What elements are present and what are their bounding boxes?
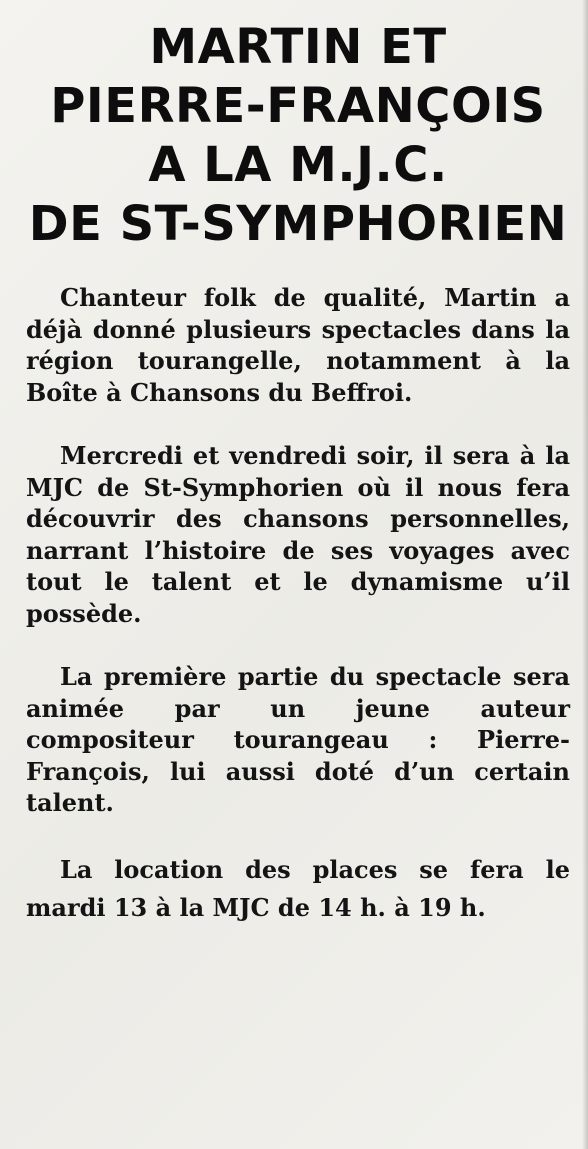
headline-line-4: DE ST-SYMPHORIEN [28, 196, 568, 252]
paragraph-first-part: La première partie du spectacle sera animée par un jeune auteur compositeur tourangeau : Pierre-François, lui aussi doté d’un certain talent. [26, 662, 570, 817]
headline-line-2: PIERRE-FRANÇOIS [50, 78, 546, 134]
headline [26, 18, 570, 254]
headline-line-1: MARTIN ET [149, 19, 447, 75]
paragraph-intro: Chanteur folk de qualité, Martin a déjà donné plusieurs spectacles dans la région tourangelle, notamment à la Boîte à Chansons du Beffroi. [26, 283, 570, 407]
paragraph-ticketing: La location des places se fera le mardi 13 à la MJC de 14 h. à 19 h. [26, 854, 570, 922]
headline-line-3: A LA M.J.C. [148, 137, 448, 193]
article-body [26, 282, 570, 927]
paragraph-concert-dates: Mercredi et vendredi soir, il sera à la MJC de St-Symphorien où il nous fera découvrir des chansons personnelles, narrant l’histoire de ses voyages avec tout le talent et le dynamisme u’il possède. [26, 441, 570, 628]
